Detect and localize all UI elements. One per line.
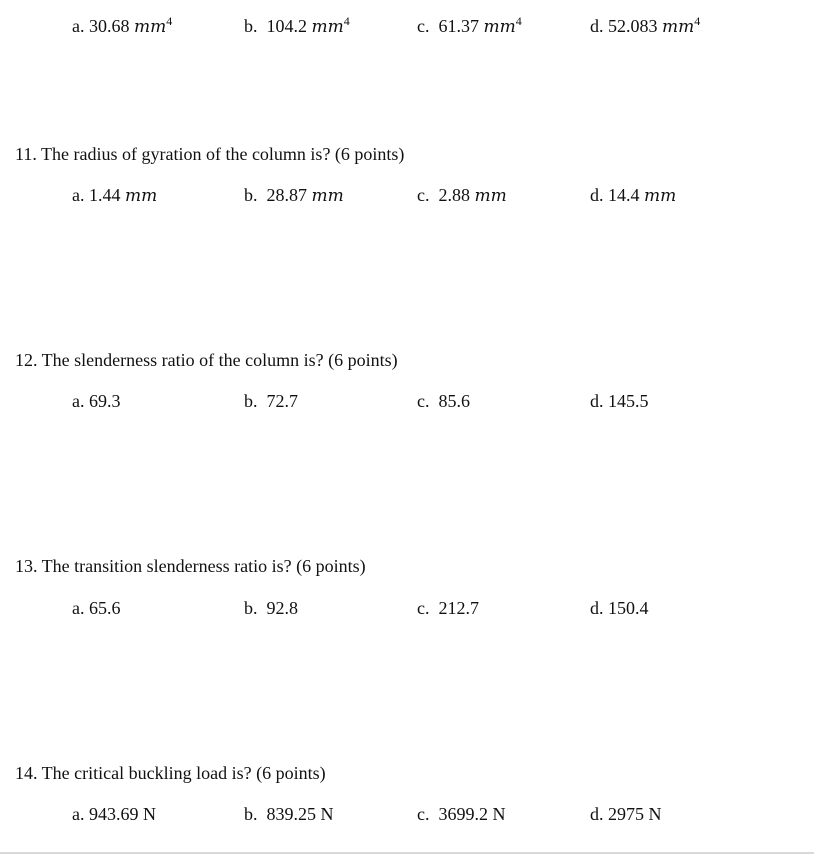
q14-text: 14. The critical buckling load is? (6 points) [15,763,326,783]
q13-option-a[interactable]: a. 65.6 [72,598,121,618]
q12-option-b[interactable]: b. 72.7 [244,391,298,411]
q11-option-d[interactable]: d. 14.4 mm [590,185,677,206]
q10-options [0,14,814,38]
q14-option-a[interactable]: a. 943.69 N [72,804,156,824]
q14-option-b[interactable]: b. 839.25 N [244,804,334,824]
q10-option-a[interactable]: a. 30.68 $mm^4$ [72,14,173,37]
q13-option-b[interactable]: b. 92.8 [244,598,298,618]
q12-option-d[interactable]: d. 145.5 [590,391,649,411]
q13-option-d[interactable]: d. 150.4 [590,598,649,618]
q14-option-d[interactable]: d. 2975 N [590,804,662,824]
q12-option-c[interactable]: c. 85.6 [417,391,470,411]
q10-option-d[interactable]: d. 52.083 $mm^4$ [590,14,701,37]
q14-option-c[interactable]: c. 3699.2 N [417,804,506,824]
q12-option-a[interactable]: a. 69.3 [72,391,121,411]
q13-options [0,596,814,620]
q11-options [0,183,814,207]
q10-option-b[interactable]: b. 104.2 $mm^4$ [244,14,350,37]
q14-options [0,802,814,826]
q13-option-c[interactable]: c. 212.7 [417,598,479,618]
q12-options [0,389,814,413]
q11-option-a[interactable]: a. 1.44 mm [72,185,158,206]
q11-option-c[interactable]: c. 2.88 mm [417,185,507,206]
q11-option-b[interactable]: b. 28.87 mm [244,185,344,206]
q13-text: 13. The transition slenderness ratio is? (6 points) [15,556,366,576]
q11-text: 11. The radius of gyration of the column is? (6 points) [15,144,405,164]
q10-option-c[interactable]: c. 61.37 $mm^4$ [417,14,522,37]
q12-text: 12. The slenderness ratio of the column is? (6 points) [15,350,398,370]
